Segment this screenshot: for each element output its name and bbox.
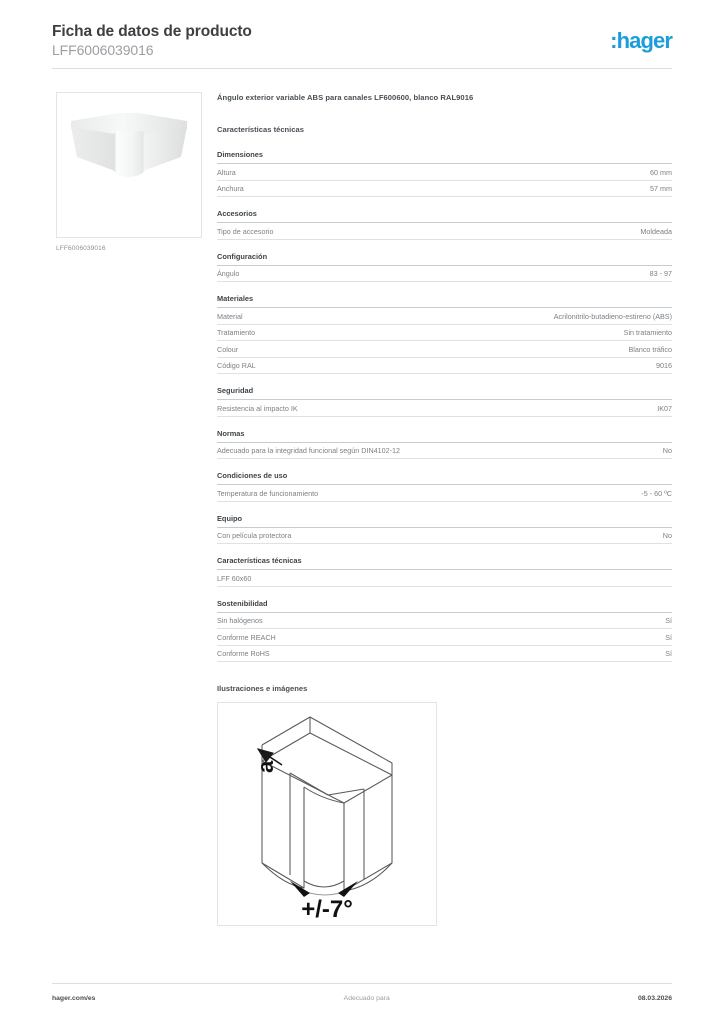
table-row [217,164,672,181]
table-row [217,570,672,587]
spec-label: Tipo de accesorio [217,226,274,236]
table-row [217,443,672,460]
spec-label: LFF 60x60 [217,573,252,583]
spec-section-heading: Dimensiones [217,150,672,164]
spec-section-heading: Seguridad [217,386,672,400]
spec-label: Resistencia al impacto IK [217,403,298,413]
spec-value: Sí [665,649,672,658]
spec-label: Ángulo [217,269,240,278]
table-row [217,528,672,545]
table-row [217,646,672,663]
table-row [217,613,672,630]
table-row [217,266,672,283]
product-description: Ángulo exterior variable ABS para canales LF600600, blanco RAL9016 [217,93,474,102]
spec-section-heading: Equipo [217,514,672,528]
table-row [217,308,672,325]
table-row [217,181,672,198]
spec-section-heading: Materiales [217,294,672,308]
spec-label: Conforme RoHS [217,649,270,658]
tech-characteristics-title: Características técnicas [217,125,304,134]
spec-label: Material [217,311,243,321]
spec-value: Moldeada [640,226,672,236]
spec-label: Sin halógenos [217,616,263,625]
product-photo-caption: LFF6006039016 [56,245,106,252]
table-row [217,400,672,417]
spec-value: 57 mm [650,184,672,193]
spec-section [217,209,672,240]
spec-value: No [662,531,672,540]
page-header [52,22,672,68]
spec-value: Acrilonitrilo-butadieno-estireno (ABS) [553,311,672,321]
spec-section-heading: Configuración [217,252,672,266]
footer-date: 08.03.2026 [637,995,672,1002]
technical-drawing [218,703,436,925]
table-row [217,223,672,240]
spec-section [217,556,672,587]
hager-logo: :hager [610,28,672,53]
spec-label: Con película protectora [217,531,292,540]
footer-website[interactable]: hager.com/es [52,995,96,1002]
product-photo-frame [56,92,202,238]
spec-label: Adecuado para la integridad funcional según DIN4102-12 [217,446,401,455]
spec-value: IK07 [657,403,672,413]
spec-value: 83 - 97 [649,269,672,278]
spec-label: Altura [217,167,236,177]
spec-section-heading: Características técnicas [217,556,672,570]
spec-section [217,514,672,545]
page-footer [52,995,672,1002]
spec-section [217,429,672,460]
spec-label: Conforme REACH [217,632,276,642]
spec-section [217,150,672,197]
spec-value: Blanco tráfico [628,344,672,354]
drawing-dimension-label: a [253,760,278,773]
spec-value: 9016 [656,361,672,370]
spec-section [217,294,672,374]
table-row [217,629,672,646]
product-image-panel [56,92,204,252]
footer-divider [52,983,672,984]
product-reference: LFF6006039016 [52,42,154,58]
product-corner-piece-photo [57,93,201,237]
table-row [217,325,672,342]
spec-section [217,252,672,283]
datasheet-content [217,92,672,926]
spec-sections [217,150,672,662]
table-row [217,485,672,502]
table-row [217,341,672,358]
technical-drawing-frame [217,702,437,926]
spec-value: Sí [665,616,672,625]
spec-section [217,599,672,663]
spec-value: Sí [665,632,672,642]
spec-section-heading: Condiciones de uso [217,471,672,485]
page-title: Ficha de datos de producto [52,23,252,40]
spec-label: Temperatura de funcionamiento [217,488,319,498]
spec-section [217,471,672,502]
spec-label: Colour [217,344,239,354]
spec-label: Tratamiento [217,328,256,337]
spec-section-heading: Accesorios [217,209,672,223]
spec-label: Anchura [217,184,244,193]
spec-section-heading: Sostenibilidad [217,599,672,613]
footer-note: Adecuado para [343,995,390,1002]
spec-value: No [662,446,672,455]
spec-value: -5 - 60 ºC [641,488,672,498]
spec-value: 60 mm [650,167,672,177]
header-divider [52,68,672,69]
table-row [217,358,672,375]
spec-section [217,386,672,417]
drawing-angle-label: +/-7° [301,896,353,923]
illustrations-title: Ilustraciones e imágenes [217,684,308,693]
spec-value: Sin tratamiento [623,328,672,337]
spec-label: Código RAL [217,361,256,370]
spec-section-heading: Normas [217,429,672,443]
